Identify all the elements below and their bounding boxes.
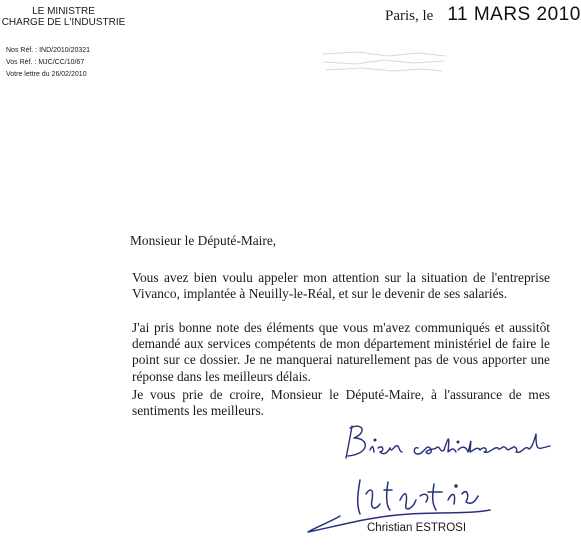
paragraph-2: J'ai pris bonne note des éléments que vous m'avez communiqués et aussitôt demandé aux services compétents de mon département ministériel de faire le point sur ce dossier. Je ne manquerai naturellement pas de vous apporter une réponse dans les meilleurs délais.	[132, 320, 550, 384]
reference-our: Nos Réf. : IND/2010/20321	[6, 47, 91, 54]
sender-block	[0, 6, 127, 28]
reference-block	[6, 45, 90, 81]
dateline	[385, 4, 581, 26]
paragraph-3: Je vous prie de croire, Monsieur le Député-Maire, à l'assurance de mes sentiments les meilleurs.	[132, 387, 550, 419]
salutation: Monsieur le Député-Maire,	[130, 233, 277, 248]
dateline-place: Paris, le	[385, 8, 434, 24]
signer-name: Christian ESTROSI	[367, 522, 467, 534]
paragraph-1: Vous avez bien voulu appeler mon attention sur la situation de l'entreprise Vivanco, implantée à Neuilly-le-Réal, et sur le devenir de ses salariés.	[132, 270, 550, 302]
handwritten-closing	[330, 418, 560, 478]
sender-department: CHARGE DE L'INDUSTRIE	[1, 17, 126, 28]
reference-your: Vos Réf. : MJC/CC/10/67	[6, 59, 85, 66]
sender-title: LE MINISTRE	[32, 6, 95, 17]
reference-letter-date: Votre lettre du 26/02/2010	[6, 71, 87, 78]
date-stamp: 11 MARS 2010	[447, 4, 581, 25]
scan-smudge	[318, 44, 452, 78]
